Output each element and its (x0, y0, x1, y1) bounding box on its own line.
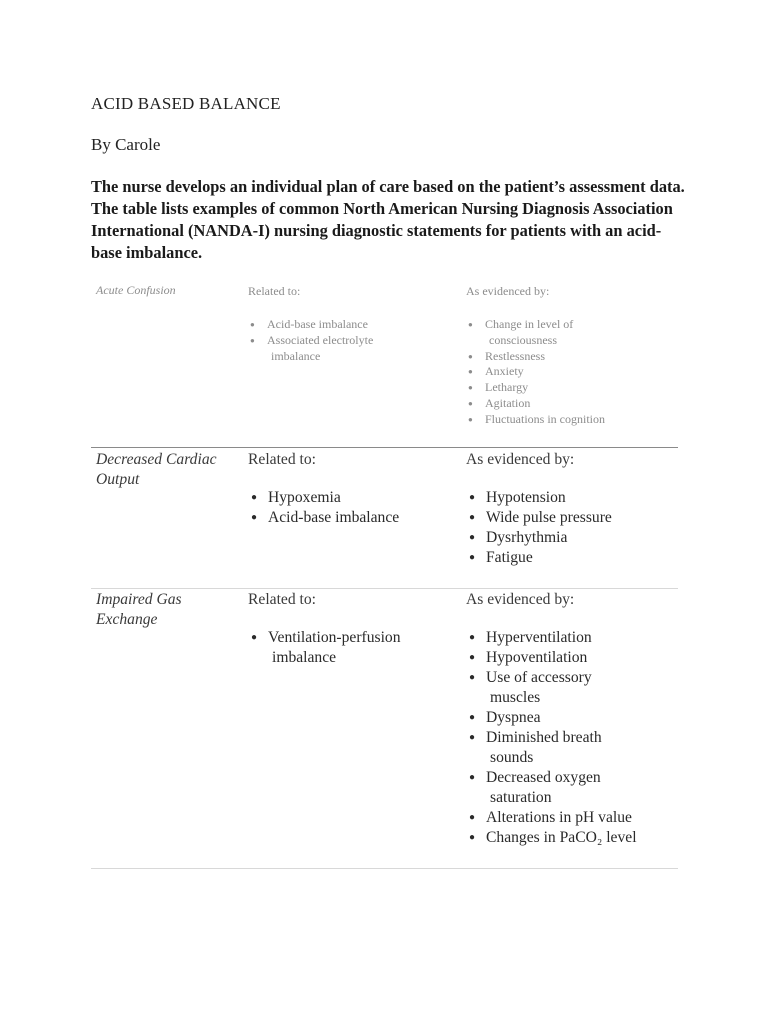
bullet-icon: ● (469, 772, 476, 783)
bullet-icon: ● (469, 652, 476, 663)
list-item (466, 412, 681, 428)
list-item (466, 548, 681, 568)
list-item-text: Lethargy (485, 380, 529, 395)
bullet-icon: ● (468, 351, 473, 361)
bullet-icon: ● (468, 414, 473, 424)
diagnosis-cell: Impaired Gas Exchange (96, 591, 182, 628)
document-title: ACID BASED BALANCE (91, 94, 281, 113)
list-item (466, 628, 681, 648)
related-to-header: Related to: (248, 284, 301, 298)
bullet-icon: ● (469, 532, 476, 543)
list-item (466, 396, 681, 412)
list-item-text: Dysrhythmia (486, 529, 568, 546)
evidenced-by-cell (466, 590, 681, 848)
list-item (466, 488, 681, 508)
related-to-list (248, 628, 453, 668)
bullet-icon: ● (251, 492, 258, 503)
list-item-text-continued: consciousness (489, 332, 557, 347)
related-to-list (248, 488, 453, 528)
list-item-text: Fatigue (486, 549, 533, 566)
list-item-text: Agitation (485, 395, 531, 410)
list-item (466, 349, 681, 365)
list-item-text: Hypotension (486, 489, 566, 506)
list-item (466, 528, 681, 548)
list-item (248, 333, 453, 365)
bullet-icon: ● (468, 383, 473, 393)
diagnosis-cell: Decreased Cardiac Output (96, 451, 217, 488)
diagnosis-cell: Acute Confusion (96, 283, 176, 297)
list-item-text: Dyspnea (486, 709, 541, 726)
list-item (466, 708, 681, 728)
related-to-list (248, 317, 453, 364)
list-item-text-continued: sounds (490, 749, 534, 766)
list-item-text: Diminished breath (486, 729, 602, 746)
row-divider (91, 868, 678, 869)
list-item (466, 648, 681, 668)
bullet-icon: ● (468, 320, 473, 329)
bullet-icon: ● (469, 512, 476, 523)
evidenced-by-header: As evidenced by: (466, 451, 575, 468)
document-byline: By Carole (91, 135, 161, 154)
bullet-icon: ● (469, 632, 476, 643)
list-item (466, 668, 681, 708)
bullet-icon: ● (469, 832, 476, 843)
related-to-cell (248, 450, 453, 528)
evidenced-by-list (466, 317, 681, 428)
list-item (466, 728, 681, 768)
list-item-text: Restlessness (485, 348, 545, 363)
list-item-text-continued: muscles (490, 689, 541, 706)
list-item-text: Hypoventilation (486, 649, 588, 666)
list-item (466, 508, 681, 528)
evidenced-by-list (466, 628, 681, 848)
list-item (466, 380, 681, 396)
bullet-icon: ● (468, 398, 473, 408)
list-item-text: Alterations in pH value (486, 809, 632, 826)
intro-paragraph: The nurse develops an individual plan of care based on the patient’s assessment data. The table lists examples of common North American Nursing Diagnosis Association International (NANDA-I) nursing diagnostic statements for patients with an acid-base imbalance. (91, 177, 685, 262)
list-item-text: Decreased oxygen (486, 769, 601, 786)
list-item-text-continued: imbalance (271, 348, 321, 363)
list-item-text: Changes in PaCO₂ level (486, 829, 637, 846)
list-item (248, 628, 453, 668)
list-item (466, 364, 681, 380)
list-item (248, 488, 453, 508)
bullet-icon: ● (469, 712, 476, 723)
related-to-cell (248, 590, 453, 668)
list-item-text: Associated electrolyte (267, 332, 374, 347)
bullet-icon: ● (469, 732, 476, 743)
evidenced-by-cell (466, 450, 681, 568)
evidenced-by-cell (466, 283, 681, 428)
evidenced-by-header: As evidenced by: (466, 591, 575, 608)
bullet-icon: ● (469, 492, 476, 503)
list-item (466, 808, 681, 828)
bullet-icon: ● (468, 367, 473, 377)
list-item-text: Hypoxemia (268, 489, 341, 506)
list-item (466, 768, 681, 808)
bullet-icon: ● (469, 552, 476, 563)
list-item-text: Fluctuations in cognition (485, 411, 605, 426)
list-item-text: Use of accessory (486, 669, 592, 686)
bullet-icon: ● (469, 672, 476, 683)
evidenced-by-header: As evidenced by: (466, 284, 550, 298)
bullet-icon: ● (250, 320, 255, 329)
bullet-icon: ● (251, 512, 258, 523)
list-item-text: Acid-base imbalance (268, 509, 400, 526)
list-item-text: Ventilation-perfusion (268, 629, 401, 646)
row-divider (91, 588, 678, 589)
evidenced-by-list (466, 488, 681, 568)
row-divider (91, 447, 678, 448)
list-item-text: Anxiety (485, 364, 524, 379)
related-to-header: Related to: (248, 591, 316, 608)
related-to-cell (248, 283, 453, 364)
list-item-text-continued: saturation (490, 789, 552, 806)
list-item (466, 828, 681, 848)
list-item-text: Acid-base imbalance (267, 317, 368, 331)
bullet-icon: ● (469, 812, 476, 823)
bullet-icon: ● (250, 335, 255, 345)
list-item-text-continued: imbalance (272, 649, 337, 666)
list-item-text: Change in level of (485, 317, 574, 331)
list-item (248, 317, 453, 333)
bullet-icon: ● (251, 632, 258, 643)
list-item (248, 508, 453, 528)
list-item-text: Hyperventilation (486, 629, 592, 646)
related-to-header: Related to: (248, 451, 316, 468)
list-item (466, 317, 681, 349)
list-item-text: Wide pulse pressure (486, 509, 612, 526)
